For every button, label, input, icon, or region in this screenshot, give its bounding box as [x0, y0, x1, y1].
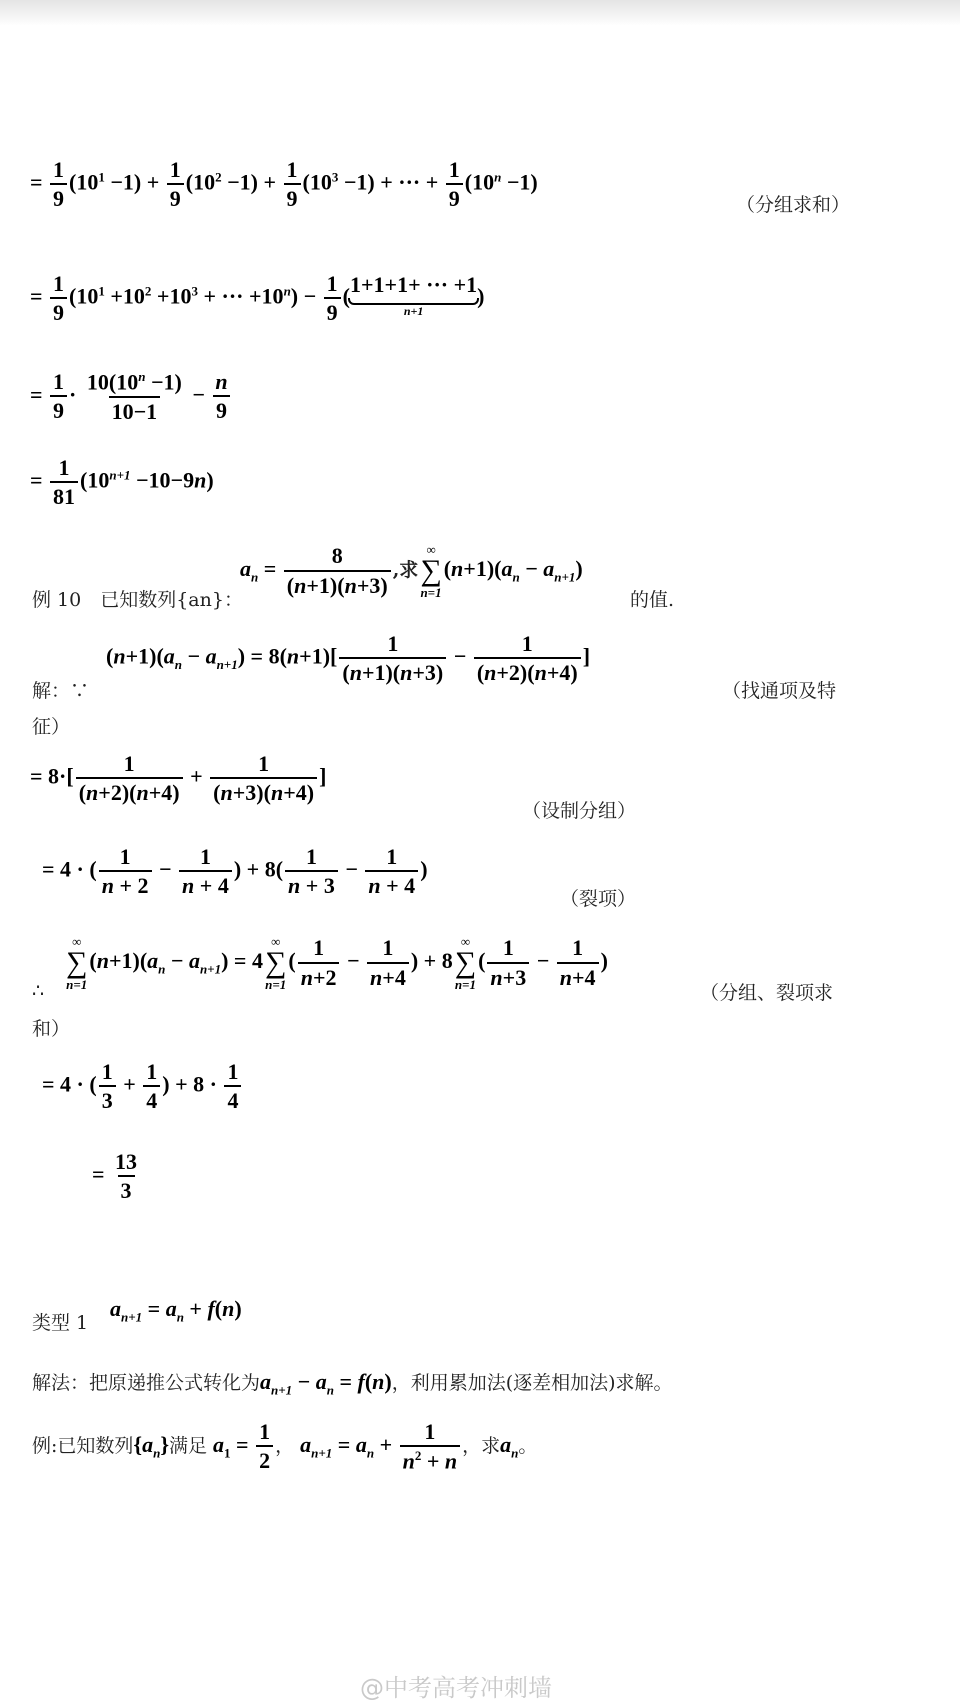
equation-line-4: = $\frac{1}{81}$ $(10^{n+1} -10-9n)$ [30, 455, 214, 510]
equation-line-8: ∞ ∑ n=1 $(n+1)(a_n - a_{n+1}) = 4$ ∞ ∑ n=1 ( $\frac{1}{n+2}$ − $\frac{1}{n+4}$ ) + 8 ∞ ∑ n=1 ( $\frac{1}{n+3}$ − $\frac{1}{n+4}$ ) [66, 934, 608, 992]
type1-method-prefix: 解法：把原递推公式转化为 [32, 1372, 261, 1394]
note-design-group: （设制分组） [522, 800, 637, 822]
type1-formula: $a_{n+1} = a_n + f(n)$ [110, 1296, 242, 1325]
sequence-symbol: $\{a_n\}$ [133, 1431, 169, 1461]
note-group-split-sum-cont: 和） [32, 1018, 71, 1040]
equation-line-9: = 4 · ( $\frac{1}{3}$ + $\frac{1}{4}$ ) + 8 · $\frac{1}{4}$ [42, 1060, 243, 1113]
type1-method-suffix: ，利用累加法(逐差相加法)求解。 [391, 1372, 673, 1394]
recurrence-formula: $a_{n+1} = a_n$ + $\frac{1}{n^2 + n}$ [300, 1432, 462, 1457]
equation-line-2: = $\frac{1}{9}$ ($10^1 +10^2 +10^3$ + ··· $+10^n$) − $\frac{1}{9}$ ( 1+1+1+ ··· +1 n+1 ) [30, 271, 485, 326]
type1-method-formula: $a_{n+1} - a_n = f(n)$ [260, 1369, 392, 1398]
solution-line-1: $(n+1)(a_n - a_{n+1}) = 8(n+1)$[ $\frac{1}{(n+1)(n+3)}$ − $\frac{1}{(n+2)(n+4)}$ ] [106, 631, 591, 686]
example10-formula: $a_n$ = $\frac{8}{(n+1)(n+3)}$ ,求 ∞ ∑ n=1 $(n+1)(a_n - a_{n+1})$ [240, 542, 583, 600]
watermark: @中考高考冲刺墙 [360, 1674, 552, 1702]
example10-ask: ,求 [392, 559, 419, 582]
example10-suffix: 的值. [630, 589, 675, 611]
type1-example-ask: ，求 [462, 1434, 501, 1457]
note-group-sum: （分组求和） [736, 194, 851, 216]
solution-prefix: 解：∵ [32, 680, 90, 702]
equation-line-3: = $\frac{1}{9}$ · $\frac{10(10^n -1)}{10-1}$ − $\frac{n}{9}$ [30, 370, 233, 424]
note-find-general-term-cont: 征） [32, 716, 71, 738]
equation-line-7: = 4 · ( $\frac{1}{n + 2}$ − $\frac{1}{n + 4}$ ) + 8( $\frac{1}{n + 3}$ − $\frac{1}{n + 4}$ ) [42, 844, 428, 899]
equation-line-6: = 8·[ $\frac{1}{(n+2)(n+4)}$ + $\frac{1}{(n+3)(n+4)}$ ] [30, 751, 327, 806]
note-group-split-sum: （分组、裂项求 [700, 982, 834, 1004]
type1-method [32, 1368, 673, 1398]
target-term: $a_n$ [500, 1431, 519, 1461]
note-find-general-term: （找通项及特 [722, 680, 837, 702]
note-split-term: （裂项） [560, 888, 637, 910]
initial-term: $a_1$ = $\frac{1}{2}$ [213, 1432, 275, 1457]
equation-line-1: = $\frac{1}{9}$ $(10^1 -1)$ + $\frac{1}{9}$ $(10^2 -1)$ + $\frac{1}{9}$ $(10^3 -1)$ + ··· + $\frac{1}{9}$ $(10^n -1)$ [30, 157, 538, 212]
therefore-symbol: ∴ [32, 980, 45, 1002]
type1-example-end: 。 [518, 1434, 538, 1457]
equation-line-10: = $\frac{13}{3}$ [92, 1149, 138, 1204]
type1-label: 类型 1 [32, 1312, 89, 1334]
type1-example-mid: 满足 [168, 1434, 207, 1457]
example10-prefix: 例 10 已知数列{an}： [32, 589, 243, 611]
type1-example: 例:已知数列$\{a_n\}$满足 $a_1$ = $\frac{1}{2}$ ， $a_{n+1} = a_n$ + $\frac{1}{n^2 + n}$ ，求$a_n$。 [32, 1419, 538, 1474]
type1-example-prefix: 例:已知数列 [32, 1434, 134, 1457]
top-status-bar [0, 0, 960, 26]
